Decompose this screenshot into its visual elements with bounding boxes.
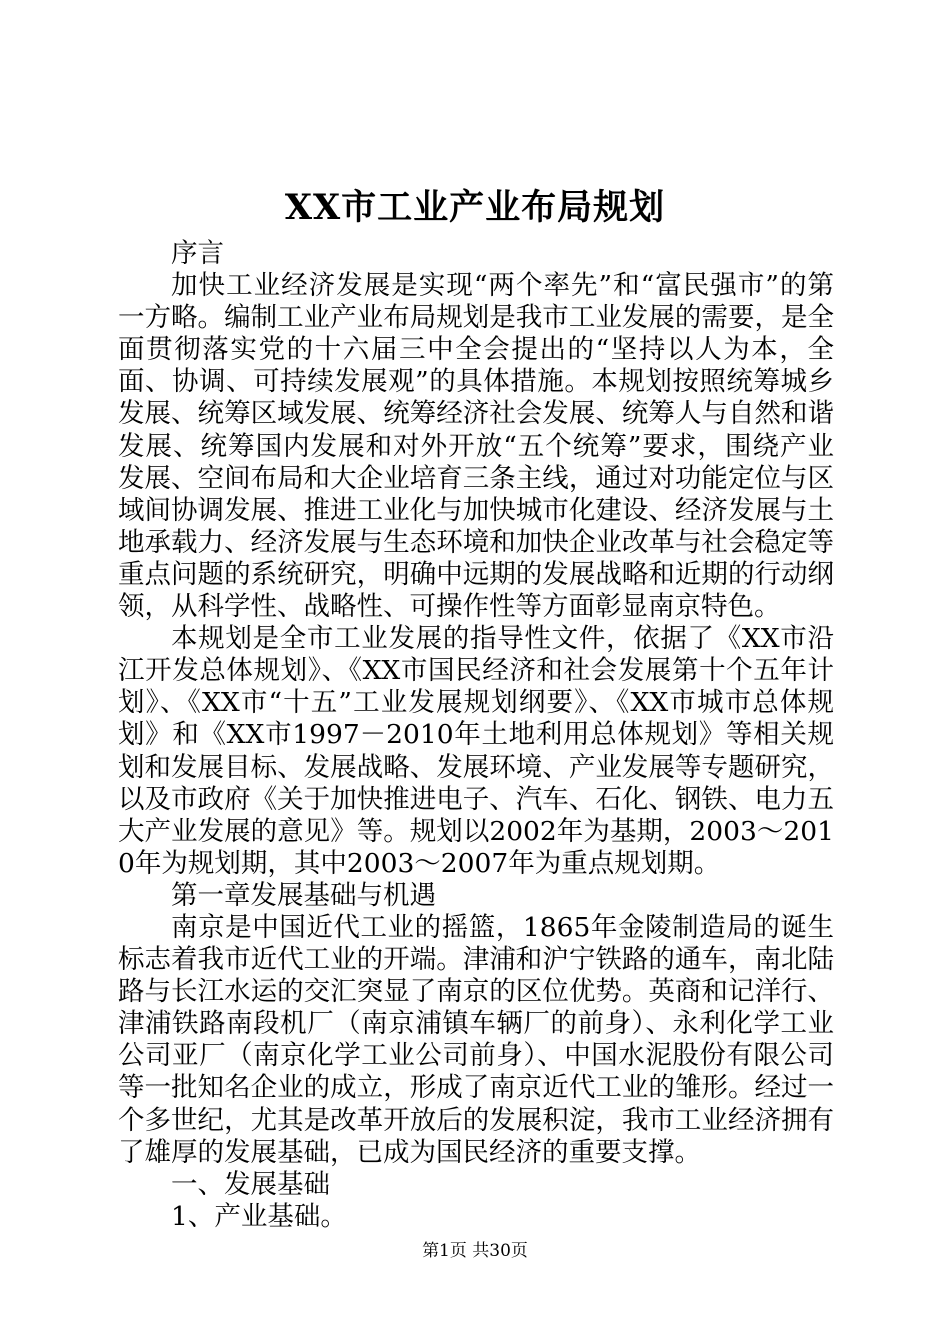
paragraph-section-heading: 一、发展基础 bbox=[171, 1168, 330, 1200]
paragraph-preface-intro: 加快工业经济发展是实现“两个率先”和“富民强市”的第一方略。编制工业产业布局规划是我市工业发展的需要，是全面贯彻落实党的十六届三中全会提出的“坚持以人为本，全面、协调、可持续发展观”的具体措施。本规划按照统筹城乡发展、统筹区域发展、统筹经济社会发展、统筹人与自然和谐发展、统筹国内发展和对外开放“五个统筹”要求，围绕产业发展、空间布局和大企业培育三条主线，通过对功能定位与区域间协调发展、推进工业化与加快城市化建设、经济发展与土地承载力、经济发展与生态环境和加快企业改革与社会稳定等重点问题的系统研究，明确中远期的发展战略和近期的行动纲领，从科学性、战略性、可操作性等方面彰显南京特色。 bbox=[118, 270, 834, 623]
paragraph-planning-basis: 本规划是全市工业发展的指导性文件，依据了《XX市沿江开发总体规划》、《XX市国民经济和社会发展第十个五年计划》、《XX市“十五”工业发展规划纲要》、《XX市城市总体规划》和《XX市1997－2010年土地利用总体规划》等相关规划和发展目标、发展战略、发展环境、产业发展等专题研究，以及市政府《关于加快推进电子、汽车、石化、钢铁、电力五大产业发展的意见》等。规划以2002年为基期，2003～2010年为规划期，其中2003～2007年为重点规划期。 bbox=[118, 623, 834, 879]
document-body bbox=[118, 238, 834, 1233]
paragraph-subsection-heading: 1、产业基础。 bbox=[171, 1200, 347, 1232]
paragraph-chapter-one-heading: 第一章发展基础与机遇 bbox=[171, 879, 436, 911]
document-title: XX市工业产业布局规划 bbox=[284, 187, 666, 228]
paragraph-preface-heading: 序言 bbox=[171, 238, 224, 269]
paragraph-industrial-history: 南京是中国近代工业的摇篮，1865年金陵制造局的诞生标志着我市近代工业的开端。津浦和沪宁铁路的通车，南北陆路与长江水运的交汇突显了南京的区位优势。英商和记洋行、津浦铁路南段机厂（南京浦镇车辆厂的前身）、永利化学工业公司亚厂（南京化学工业公司前身）、中国水泥股份有限公司等一批知名企业的成立，形成了南京近代工业的雏形。经过一个多世纪，尤其是改革开放后的发展积淀，我市工业经济拥有了雄厚的发展基础，已成为国民经济的重要支撑。 bbox=[118, 911, 834, 1168]
page-footer: 第1页 共30页 bbox=[422, 1241, 528, 1261]
